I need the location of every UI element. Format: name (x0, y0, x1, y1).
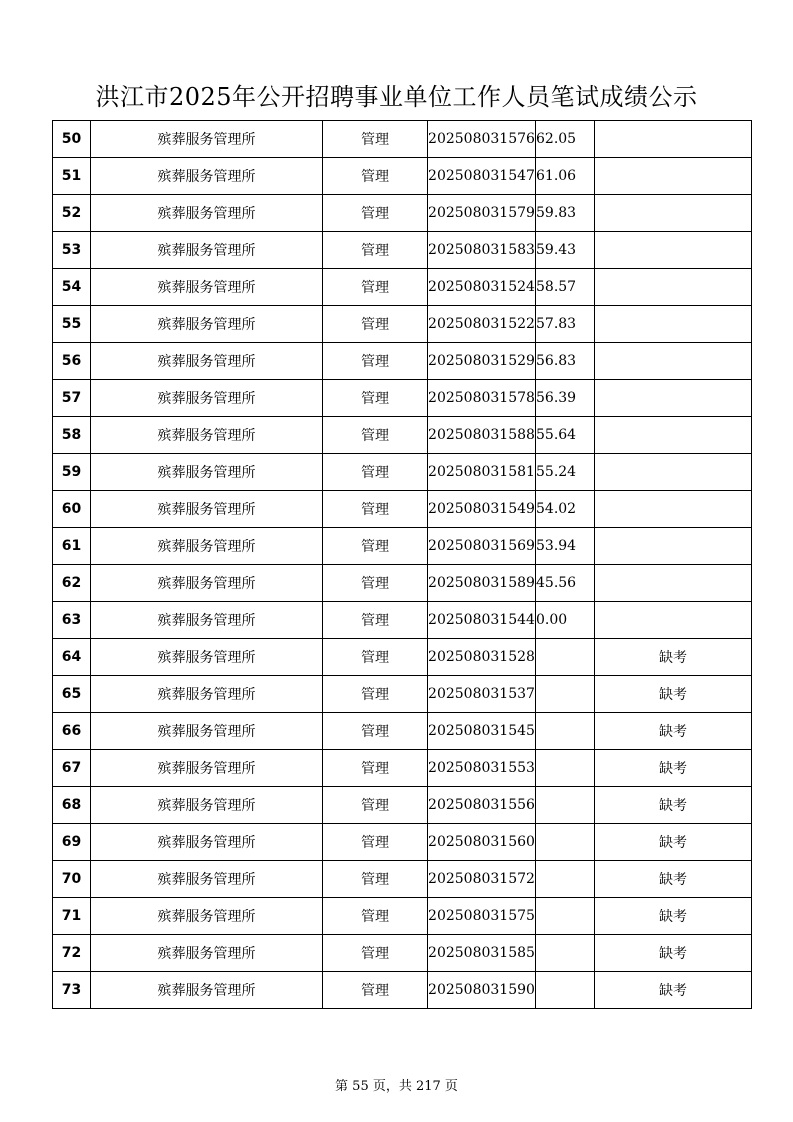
score-cell (536, 898, 595, 935)
row-number-cell: 58 (53, 417, 91, 454)
table-row (53, 158, 752, 195)
exam-id-cell: 202508031589 (428, 565, 536, 602)
exam-id-cell: 202508031549 (428, 491, 536, 528)
score-cell: 62.05 (536, 121, 595, 158)
table-row (53, 713, 752, 750)
table-row (53, 528, 752, 565)
exam-id-cell: 202508031569 (428, 528, 536, 565)
table-row (53, 269, 752, 306)
row-number-cell: 67 (53, 750, 91, 787)
row-number-cell: 52 (53, 195, 91, 232)
unit-cell: 殡葬服务管理所 (91, 824, 323, 861)
note-cell: 缺考 (595, 713, 752, 750)
page-title: 洪江市2025年公开招聘事业单位工作人员笔试成绩公示 (95, 83, 698, 111)
note-cell (595, 343, 752, 380)
score-table-body (53, 121, 752, 1009)
row-number-cell: 64 (53, 639, 91, 676)
score-cell: 56.39 (536, 380, 595, 417)
position-cell: 管理 (323, 565, 428, 602)
score-cell (536, 787, 595, 824)
row-number-cell: 65 (53, 676, 91, 713)
table-row (53, 824, 752, 861)
table-row (53, 861, 752, 898)
note-cell: 缺考 (595, 935, 752, 972)
score-cell (536, 861, 595, 898)
position-cell: 管理 (323, 935, 428, 972)
unit-cell: 殡葬服务管理所 (91, 158, 323, 195)
note-cell: 缺考 (595, 972, 752, 1009)
note-cell (595, 491, 752, 528)
unit-cell: 殡葬服务管理所 (91, 121, 323, 158)
note-cell (595, 454, 752, 491)
note-cell: 缺考 (595, 898, 752, 935)
position-cell: 管理 (323, 380, 428, 417)
position-cell: 管理 (323, 306, 428, 343)
score-cell (536, 972, 595, 1009)
score-cell (536, 935, 595, 972)
exam-id-cell: 202508031590 (428, 972, 536, 1009)
score-cell: 45.56 (536, 565, 595, 602)
note-cell: 缺考 (595, 861, 752, 898)
note-cell: 缺考 (595, 824, 752, 861)
row-number-cell: 68 (53, 787, 91, 824)
row-number-cell: 56 (53, 343, 91, 380)
unit-cell: 殡葬服务管理所 (91, 898, 323, 935)
unit-cell: 殡葬服务管理所 (91, 417, 323, 454)
row-number-cell: 53 (53, 232, 91, 269)
exam-id-cell: 202508031545 (428, 713, 536, 750)
exam-id-cell: 202508031578 (428, 380, 536, 417)
unit-cell: 殡葬服务管理所 (91, 269, 323, 306)
table-row (53, 454, 752, 491)
note-cell (595, 380, 752, 417)
position-cell: 管理 (323, 972, 428, 1009)
position-cell: 管理 (323, 491, 428, 528)
position-cell: 管理 (323, 417, 428, 454)
exam-id-cell: 202508031572 (428, 861, 536, 898)
unit-cell: 殡葬服务管理所 (91, 306, 323, 343)
row-number-cell: 71 (53, 898, 91, 935)
note-cell (595, 602, 752, 639)
score-cell (536, 824, 595, 861)
unit-cell: 殡葬服务管理所 (91, 639, 323, 676)
row-number-cell: 59 (53, 454, 91, 491)
exam-id-cell: 202508031528 (428, 639, 536, 676)
table-row (53, 343, 752, 380)
row-number-cell: 51 (53, 158, 91, 195)
score-cell: 0.00 (536, 602, 595, 639)
score-cell: 55.24 (536, 454, 595, 491)
unit-cell: 殡葬服务管理所 (91, 713, 323, 750)
unit-cell: 殡葬服务管理所 (91, 195, 323, 232)
position-cell: 管理 (323, 343, 428, 380)
score-cell: 53.94 (536, 528, 595, 565)
note-cell: 缺考 (595, 676, 752, 713)
exam-id-cell: 202508031522 (428, 306, 536, 343)
table-row (53, 306, 752, 343)
exam-id-cell: 202508031544 (428, 602, 536, 639)
row-number-cell: 61 (53, 528, 91, 565)
score-cell: 57.83 (536, 306, 595, 343)
score-cell (536, 750, 595, 787)
score-cell: 58.57 (536, 269, 595, 306)
position-cell: 管理 (323, 861, 428, 898)
row-number-cell: 69 (53, 824, 91, 861)
score-table (52, 120, 752, 1009)
unit-cell: 殡葬服务管理所 (91, 454, 323, 491)
table-row (53, 232, 752, 269)
exam-id-cell: 202508031585 (428, 935, 536, 972)
unit-cell: 殡葬服务管理所 (91, 343, 323, 380)
note-cell: 缺考 (595, 639, 752, 676)
exam-id-cell: 202508031556 (428, 787, 536, 824)
exam-id-cell: 202508031583 (428, 232, 536, 269)
note-cell (595, 417, 752, 454)
table-row (53, 565, 752, 602)
exam-id-cell: 202508031576 (428, 121, 536, 158)
unit-cell: 殡葬服务管理所 (91, 380, 323, 417)
position-cell: 管理 (323, 232, 428, 269)
score-cell: 55.64 (536, 417, 595, 454)
table-row (53, 491, 752, 528)
table-row (53, 417, 752, 454)
unit-cell: 殡葬服务管理所 (91, 565, 323, 602)
unit-cell: 殡葬服务管理所 (91, 935, 323, 972)
row-number-cell: 62 (53, 565, 91, 602)
unit-cell: 殡葬服务管理所 (91, 676, 323, 713)
table-row (53, 121, 752, 158)
row-number-cell: 54 (53, 269, 91, 306)
score-cell (536, 713, 595, 750)
exam-id-cell: 202508031560 (428, 824, 536, 861)
table-row (53, 787, 752, 824)
table-row (53, 972, 752, 1009)
exam-id-cell: 202508031575 (428, 898, 536, 935)
position-cell: 管理 (323, 713, 428, 750)
unit-cell: 殡葬服务管理所 (91, 787, 323, 824)
row-number-cell: 57 (53, 380, 91, 417)
row-number-cell: 73 (53, 972, 91, 1009)
exam-id-cell: 202508031524 (428, 269, 536, 306)
note-cell (595, 565, 752, 602)
score-cell: 61.06 (536, 158, 595, 195)
row-number-cell: 70 (53, 861, 91, 898)
table-row (53, 639, 752, 676)
position-cell: 管理 (323, 787, 428, 824)
position-cell: 管理 (323, 269, 428, 306)
exam-id-cell: 202508031581 (428, 454, 536, 491)
page-footer: 第 55 页，共 217 页 (335, 1079, 458, 1094)
position-cell: 管理 (323, 750, 428, 787)
row-number-cell: 60 (53, 491, 91, 528)
unit-cell: 殡葬服务管理所 (91, 528, 323, 565)
score-cell: 59.43 (536, 232, 595, 269)
exam-id-cell: 202508031547 (428, 158, 536, 195)
exam-id-cell: 202508031588 (428, 417, 536, 454)
exam-id-cell: 202508031537 (428, 676, 536, 713)
exam-id-cell: 202508031579 (428, 195, 536, 232)
position-cell: 管理 (323, 528, 428, 565)
score-cell (536, 676, 595, 713)
position-cell: 管理 (323, 676, 428, 713)
position-cell: 管理 (323, 121, 428, 158)
row-number-cell: 55 (53, 306, 91, 343)
exam-id-cell: 202508031553 (428, 750, 536, 787)
note-cell (595, 121, 752, 158)
score-cell: 54.02 (536, 491, 595, 528)
position-cell: 管理 (323, 639, 428, 676)
unit-cell: 殡葬服务管理所 (91, 972, 323, 1009)
unit-cell: 殡葬服务管理所 (91, 861, 323, 898)
row-number-cell: 66 (53, 713, 91, 750)
position-cell: 管理 (323, 454, 428, 491)
row-number-cell: 72 (53, 935, 91, 972)
table-row (53, 602, 752, 639)
note-cell (595, 528, 752, 565)
unit-cell: 殡葬服务管理所 (91, 491, 323, 528)
score-cell: 59.83 (536, 195, 595, 232)
row-number-cell: 63 (53, 602, 91, 639)
position-cell: 管理 (323, 602, 428, 639)
table-row (53, 750, 752, 787)
table-row (53, 195, 752, 232)
score-cell (536, 639, 595, 676)
row-number-cell: 50 (53, 121, 91, 158)
table-row (53, 898, 752, 935)
position-cell: 管理 (323, 195, 428, 232)
unit-cell: 殡葬服务管理所 (91, 750, 323, 787)
unit-cell: 殡葬服务管理所 (91, 602, 323, 639)
note-cell (595, 306, 752, 343)
table-row (53, 676, 752, 713)
position-cell: 管理 (323, 824, 428, 861)
note-cell: 缺考 (595, 750, 752, 787)
note-cell: 缺考 (595, 787, 752, 824)
table-row (53, 380, 752, 417)
score-cell: 56.83 (536, 343, 595, 380)
note-cell (595, 232, 752, 269)
exam-id-cell: 202508031529 (428, 343, 536, 380)
note-cell (595, 158, 752, 195)
table-row (53, 935, 752, 972)
unit-cell: 殡葬服务管理所 (91, 232, 323, 269)
position-cell: 管理 (323, 158, 428, 195)
note-cell (595, 195, 752, 232)
note-cell (595, 269, 752, 306)
position-cell: 管理 (323, 898, 428, 935)
